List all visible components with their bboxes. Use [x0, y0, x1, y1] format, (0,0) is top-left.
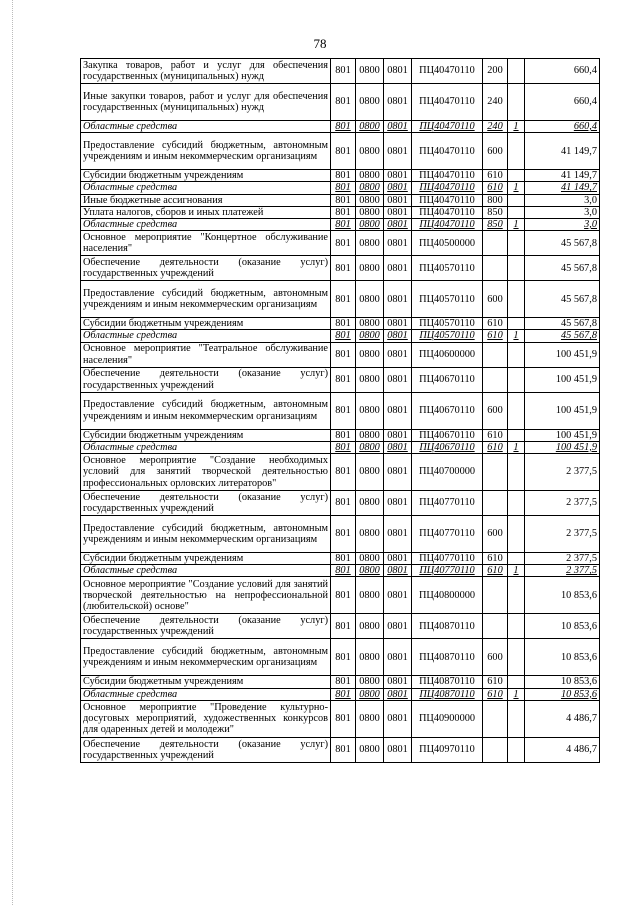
- row-target-article: ПЦ40470110: [412, 206, 483, 218]
- row-funding-source: [508, 170, 525, 182]
- row-target-article: ПЦ40470110: [412, 84, 483, 121]
- row-subsection-code: 0801: [384, 553, 412, 565]
- row-funding-source: [508, 194, 525, 206]
- row-target-article: ПЦ40700000: [412, 454, 483, 491]
- row-name: Основное мероприятие "Концертное обслуживание населения": [81, 231, 331, 256]
- row-section-code: 0800: [356, 737, 384, 762]
- row-expense-type: 850: [483, 219, 508, 231]
- row-section-code: 0800: [356, 281, 384, 318]
- row-section-code: 0800: [356, 194, 384, 206]
- row-name: Областные средства: [81, 565, 331, 577]
- row-funding-source: 1: [508, 688, 525, 700]
- row-target-article: ПЦ40670110: [412, 392, 483, 429]
- row-amount: 660,4: [525, 59, 600, 84]
- row-funding-source: 1: [508, 219, 525, 231]
- row-name: Обеспечение деятельности (оказание услуг) государственных учреждений: [81, 491, 331, 516]
- row-section-code: 0800: [356, 392, 384, 429]
- row-expense-type: 610: [483, 182, 508, 194]
- row-funding-source: [508, 577, 525, 614]
- row-section-code: 0800: [356, 231, 384, 256]
- row-subsection-code: 0801: [384, 688, 412, 700]
- table-row: [81, 318, 600, 330]
- row-target-article: ПЦ40470110: [412, 194, 483, 206]
- row-funding-source: [508, 342, 525, 367]
- row-target-article: ПЦ40570110: [412, 256, 483, 281]
- row-expense-type: 800: [483, 194, 508, 206]
- row-expense-type: 600: [483, 392, 508, 429]
- row-amount: 10 853,6: [525, 688, 600, 700]
- row-admin-code: 801: [331, 281, 356, 318]
- row-subsection-code: 0801: [384, 194, 412, 206]
- row-admin-code: 801: [331, 454, 356, 491]
- row-amount: 100 451,9: [525, 429, 600, 441]
- row-expense-type: [483, 367, 508, 392]
- row-subsection-code: 0801: [384, 367, 412, 392]
- row-subsection-code: 0801: [384, 491, 412, 516]
- row-admin-code: 801: [331, 342, 356, 367]
- table-row: [81, 614, 600, 639]
- row-section-code: 0800: [356, 182, 384, 194]
- row-target-article: ПЦ40870110: [412, 639, 483, 676]
- row-name: Предоставление субсидий бюджетным, автономным учреждениям и иным некоммерческим организациям: [81, 133, 331, 170]
- row-name: Субсидии бюджетным учреждениям: [81, 553, 331, 565]
- row-admin-code: 801: [331, 182, 356, 194]
- row-name: Основное мероприятие "Создание необходимых условий для занятий творческой деятельностью профессиональных орловских литераторов": [81, 454, 331, 491]
- row-section-code: 0800: [356, 454, 384, 491]
- budget-table-body: [81, 59, 600, 763]
- table-row: [81, 194, 600, 206]
- row-name: Областные средства: [81, 441, 331, 453]
- table-row: [81, 441, 600, 453]
- row-funding-source: [508, 367, 525, 392]
- row-amount: 3,0: [525, 219, 600, 231]
- row-admin-code: 801: [331, 256, 356, 281]
- row-expense-type: [483, 342, 508, 367]
- row-admin-code: 801: [331, 516, 356, 553]
- row-admin-code: 801: [331, 84, 356, 121]
- row-expense-type: 850: [483, 206, 508, 218]
- table-row: [81, 219, 600, 231]
- row-funding-source: [508, 59, 525, 84]
- row-admin-code: 801: [331, 441, 356, 453]
- row-amount: 41 149,7: [525, 133, 600, 170]
- row-section-code: 0800: [356, 121, 384, 133]
- row-expense-type: [483, 454, 508, 491]
- row-section-code: 0800: [356, 676, 384, 688]
- row-name: Обеспечение деятельности (оказание услуг) государственных учреждений: [81, 367, 331, 392]
- row-target-article: ПЦ40970110: [412, 737, 483, 762]
- row-expense-type: 240: [483, 84, 508, 121]
- row-target-article: ПЦ40500000: [412, 231, 483, 256]
- row-expense-type: 610: [483, 553, 508, 565]
- row-target-article: ПЦ40800000: [412, 577, 483, 614]
- row-section-code: 0800: [356, 318, 384, 330]
- row-amount: 660,4: [525, 84, 600, 121]
- row-section-code: 0800: [356, 577, 384, 614]
- table-row: [81, 700, 600, 737]
- row-target-article: ПЦ40570110: [412, 330, 483, 342]
- row-expense-type: [483, 577, 508, 614]
- row-section-code: 0800: [356, 429, 384, 441]
- row-amount: 10 853,6: [525, 577, 600, 614]
- row-funding-source: [508, 454, 525, 491]
- row-name: Уплата налогов, сборов и иных платежей: [81, 206, 331, 218]
- row-funding-source: [508, 553, 525, 565]
- table-row: [81, 429, 600, 441]
- row-subsection-code: 0801: [384, 429, 412, 441]
- table-row: [81, 392, 600, 429]
- row-amount: 2 377,5: [525, 553, 600, 565]
- table-row: [81, 454, 600, 491]
- row-target-article: ПЦ40770110: [412, 491, 483, 516]
- row-admin-code: 801: [331, 491, 356, 516]
- row-admin-code: 801: [331, 318, 356, 330]
- row-name: Предоставление субсидий бюджетным, автономным учреждениям и иным некоммерческим организациям: [81, 281, 331, 318]
- row-admin-code: 801: [331, 206, 356, 218]
- row-section-code: 0800: [356, 688, 384, 700]
- row-amount: 41 149,7: [525, 170, 600, 182]
- row-target-article: ПЦ40470110: [412, 170, 483, 182]
- row-target-article: ПЦ40770110: [412, 516, 483, 553]
- row-target-article: ПЦ40670110: [412, 429, 483, 441]
- row-admin-code: 801: [331, 577, 356, 614]
- row-target-article: ПЦ40600000: [412, 342, 483, 367]
- row-amount: 45 567,8: [525, 318, 600, 330]
- table-row: [81, 170, 600, 182]
- row-funding-source: [508, 491, 525, 516]
- row-name: Областные средства: [81, 182, 331, 194]
- row-admin-code: 801: [331, 614, 356, 639]
- row-amount: 10 853,6: [525, 639, 600, 676]
- row-expense-type: 610: [483, 170, 508, 182]
- row-amount: 3,0: [525, 206, 600, 218]
- table-row: [81, 330, 600, 342]
- row-funding-source: [508, 318, 525, 330]
- table-row: [81, 59, 600, 84]
- row-admin-code: 801: [331, 59, 356, 84]
- row-name: Областные средства: [81, 121, 331, 133]
- row-section-code: 0800: [356, 219, 384, 231]
- table-row: [81, 121, 600, 133]
- table-row: [81, 231, 600, 256]
- row-section-code: 0800: [356, 59, 384, 84]
- row-subsection-code: 0801: [384, 170, 412, 182]
- row-name: Основное мероприятие "Театральное обслуживание населения": [81, 342, 331, 367]
- row-name: Предоставление субсидий бюджетным, автономным учреждениям и иным некоммерческим организациям: [81, 516, 331, 553]
- table-row: [81, 577, 600, 614]
- row-target-article: ПЦ40470110: [412, 121, 483, 133]
- row-name: Областные средства: [81, 219, 331, 231]
- row-subsection-code: 0801: [384, 737, 412, 762]
- row-subsection-code: 0801: [384, 84, 412, 121]
- row-name: Предоставление субсидий бюджетным, автономным учреждениям и иным некоммерческим организациям: [81, 639, 331, 676]
- row-admin-code: 801: [331, 553, 356, 565]
- table-row: [81, 639, 600, 676]
- row-section-code: 0800: [356, 367, 384, 392]
- row-section-code: 0800: [356, 330, 384, 342]
- row-subsection-code: 0801: [384, 330, 412, 342]
- row-target-article: ПЦ40870110: [412, 688, 483, 700]
- row-amount: 45 567,8: [525, 256, 600, 281]
- row-expense-type: 610: [483, 441, 508, 453]
- table-row: [81, 256, 600, 281]
- row-section-code: 0800: [356, 553, 384, 565]
- row-funding-source: [508, 614, 525, 639]
- row-expense-type: 610: [483, 688, 508, 700]
- row-funding-source: [508, 639, 525, 676]
- row-name: Обеспечение деятельности (оказание услуг) государственных учреждений: [81, 737, 331, 762]
- row-subsection-code: 0801: [384, 565, 412, 577]
- row-admin-code: 801: [331, 133, 356, 170]
- row-expense-type: 610: [483, 565, 508, 577]
- row-section-code: 0800: [356, 256, 384, 281]
- row-admin-code: 801: [331, 700, 356, 737]
- row-expense-type: [483, 491, 508, 516]
- row-name: Основное мероприятие "Создание условий для занятий творческой деятельностью на непрофессиональной (любительской) основе": [81, 577, 331, 614]
- row-subsection-code: 0801: [384, 206, 412, 218]
- row-amount: 3,0: [525, 194, 600, 206]
- row-expense-type: 240: [483, 121, 508, 133]
- row-section-code: 0800: [356, 614, 384, 639]
- row-subsection-code: 0801: [384, 256, 412, 281]
- row-name: Областные средства: [81, 688, 331, 700]
- row-funding-source: [508, 516, 525, 553]
- row-target-article: ПЦ40670110: [412, 367, 483, 392]
- row-amount: 100 451,9: [525, 367, 600, 392]
- row-target-article: ПЦ40470110: [412, 133, 483, 170]
- table-row: [81, 553, 600, 565]
- row-subsection-code: 0801: [384, 676, 412, 688]
- row-admin-code: 801: [331, 367, 356, 392]
- table-row: [81, 688, 600, 700]
- row-expense-type: [483, 737, 508, 762]
- row-funding-source: [508, 429, 525, 441]
- margin-guide-line: [12, 0, 13, 905]
- row-name: Иные закупки товаров, работ и услуг для обеспечения государственных (муниципальных) нужд: [81, 84, 331, 121]
- row-expense-type: 600: [483, 133, 508, 170]
- row-name: Иные бюджетные ассигнования: [81, 194, 331, 206]
- row-amount: 2 377,5: [525, 565, 600, 577]
- row-section-code: 0800: [356, 700, 384, 737]
- row-expense-type: [483, 231, 508, 256]
- row-section-code: 0800: [356, 342, 384, 367]
- row-amount: 45 567,8: [525, 281, 600, 318]
- row-target-article: ПЦ40670110: [412, 441, 483, 453]
- row-admin-code: 801: [331, 688, 356, 700]
- row-expense-type: 600: [483, 281, 508, 318]
- row-amount: 100 451,9: [525, 441, 600, 453]
- row-target-article: ПЦ40770110: [412, 565, 483, 577]
- row-section-code: 0800: [356, 441, 384, 453]
- row-name: Субсидии бюджетным учреждениям: [81, 676, 331, 688]
- row-expense-type: 610: [483, 676, 508, 688]
- row-name: Закупка товаров, работ и услуг для обеспечения государственных (муниципальных) нужд: [81, 59, 331, 84]
- page-number: 78: [313, 36, 327, 51]
- row-subsection-code: 0801: [384, 231, 412, 256]
- row-target-article: ПЦ40900000: [412, 700, 483, 737]
- row-subsection-code: 0801: [384, 59, 412, 84]
- row-admin-code: 801: [331, 565, 356, 577]
- row-amount: 100 451,9: [525, 392, 600, 429]
- row-section-code: 0800: [356, 133, 384, 170]
- row-funding-source: [508, 84, 525, 121]
- row-section-code: 0800: [356, 84, 384, 121]
- row-funding-source: 1: [508, 121, 525, 133]
- row-expense-type: 600: [483, 516, 508, 553]
- row-subsection-code: 0801: [384, 516, 412, 553]
- table-row: [81, 182, 600, 194]
- row-subsection-code: 0801: [384, 700, 412, 737]
- row-section-code: 0800: [356, 516, 384, 553]
- row-amount: 45 567,8: [525, 231, 600, 256]
- row-expense-type: 610: [483, 429, 508, 441]
- row-subsection-code: 0801: [384, 614, 412, 639]
- budget-table: [80, 58, 600, 763]
- row-subsection-code: 0801: [384, 441, 412, 453]
- row-amount: 2 377,5: [525, 516, 600, 553]
- row-admin-code: 801: [331, 170, 356, 182]
- row-subsection-code: 0801: [384, 454, 412, 491]
- row-funding-source: 1: [508, 182, 525, 194]
- row-section-code: 0800: [356, 491, 384, 516]
- row-name: Основное мероприятие "Проведение культурно-досуговых мероприятий, художественных конкурсов для одаренных детей и молодежи": [81, 700, 331, 737]
- row-subsection-code: 0801: [384, 639, 412, 676]
- row-admin-code: 801: [331, 219, 356, 231]
- table-row: [81, 367, 600, 392]
- table-row: [81, 206, 600, 218]
- row-admin-code: 801: [331, 231, 356, 256]
- row-name: Предоставление субсидий бюджетным, автономным учреждениям и иным некоммерческим организациям: [81, 392, 331, 429]
- row-subsection-code: 0801: [384, 281, 412, 318]
- row-admin-code: 801: [331, 392, 356, 429]
- row-amount: 100 451,9: [525, 342, 600, 367]
- row-subsection-code: 0801: [384, 392, 412, 429]
- row-name: Обеспечение деятельности (оказание услуг) государственных учреждений: [81, 256, 331, 281]
- row-funding-source: [508, 256, 525, 281]
- table-row: [81, 491, 600, 516]
- row-name: Областные средства: [81, 330, 331, 342]
- row-funding-source: [508, 392, 525, 429]
- row-amount: 2 377,5: [525, 454, 600, 491]
- row-target-article: ПЦ40870110: [412, 614, 483, 639]
- row-name: Субсидии бюджетным учреждениям: [81, 429, 331, 441]
- row-target-article: ПЦ40470110: [412, 182, 483, 194]
- row-target-article: ПЦ40470110: [412, 219, 483, 231]
- row-name: Обеспечение деятельности (оказание услуг) государственных учреждений: [81, 614, 331, 639]
- table-row: [81, 737, 600, 762]
- row-funding-source: 1: [508, 441, 525, 453]
- table-row: [81, 84, 600, 121]
- row-subsection-code: 0801: [384, 577, 412, 614]
- row-amount: 2 377,5: [525, 491, 600, 516]
- row-target-article: ПЦ40770110: [412, 553, 483, 565]
- row-name: Субсидии бюджетным учреждениям: [81, 170, 331, 182]
- table-row: [81, 342, 600, 367]
- row-admin-code: 801: [331, 429, 356, 441]
- row-funding-source: [508, 676, 525, 688]
- row-section-code: 0800: [356, 170, 384, 182]
- row-expense-type: 610: [483, 318, 508, 330]
- row-amount: 41 149,7: [525, 182, 600, 194]
- row-funding-source: [508, 281, 525, 318]
- row-funding-source: [508, 231, 525, 256]
- row-admin-code: 801: [331, 639, 356, 676]
- row-target-article: ПЦ40470110: [412, 59, 483, 84]
- row-amount: 45 567,8: [525, 330, 600, 342]
- row-subsection-code: 0801: [384, 342, 412, 367]
- row-subsection-code: 0801: [384, 121, 412, 133]
- row-expense-type: 200: [483, 59, 508, 84]
- row-funding-source: [508, 700, 525, 737]
- row-expense-type: [483, 256, 508, 281]
- row-admin-code: 801: [331, 676, 356, 688]
- row-admin-code: 801: [331, 737, 356, 762]
- row-amount: 10 853,6: [525, 614, 600, 639]
- row-expense-type: [483, 700, 508, 737]
- row-subsection-code: 0801: [384, 133, 412, 170]
- row-expense-type: 610: [483, 330, 508, 342]
- row-section-code: 0800: [356, 206, 384, 218]
- table-row: [81, 516, 600, 553]
- table-row: [81, 676, 600, 688]
- row-funding-source: [508, 737, 525, 762]
- row-admin-code: 801: [331, 330, 356, 342]
- row-subsection-code: 0801: [384, 318, 412, 330]
- table-row: [81, 565, 600, 577]
- row-amount: 10 853,6: [525, 676, 600, 688]
- row-subsection-code: 0801: [384, 182, 412, 194]
- row-expense-type: [483, 614, 508, 639]
- row-section-code: 0800: [356, 565, 384, 577]
- row-subsection-code: 0801: [384, 219, 412, 231]
- row-target-article: ПЦ40570110: [412, 281, 483, 318]
- row-section-code: 0800: [356, 639, 384, 676]
- row-funding-source: [508, 206, 525, 218]
- row-amount: 660,4: [525, 121, 600, 133]
- table-row: [81, 281, 600, 318]
- table-row: [81, 133, 600, 170]
- row-funding-source: 1: [508, 565, 525, 577]
- row-funding-source: 1: [508, 330, 525, 342]
- row-admin-code: 801: [331, 121, 356, 133]
- row-admin-code: 801: [331, 194, 356, 206]
- row-amount: 4 486,7: [525, 700, 600, 737]
- row-name: Субсидии бюджетным учреждениям: [81, 318, 331, 330]
- row-target-article: ПЦ40870110: [412, 676, 483, 688]
- row-target-article: ПЦ40570110: [412, 318, 483, 330]
- row-amount: 4 486,7: [525, 737, 600, 762]
- row-funding-source: [508, 133, 525, 170]
- row-expense-type: 600: [483, 639, 508, 676]
